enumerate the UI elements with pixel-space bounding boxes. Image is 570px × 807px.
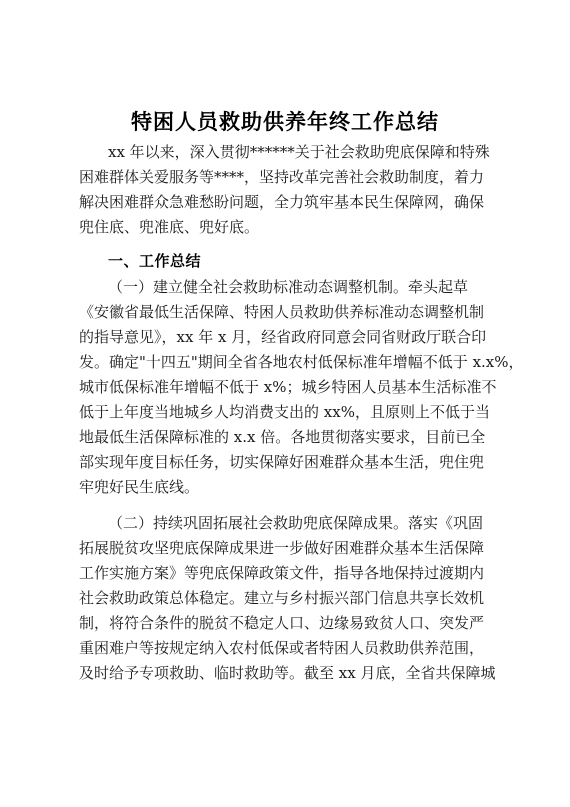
intro-line: 解决困难群众急难愁盼问题，全力筑牢基本民生保障网，确保 [79,193,485,211]
paragraph-1-line: 地最低生活保障标准的 x.x 倍。各地贯彻落实要求，目前已全 [79,428,486,446]
section-heading: 一、工作总结 [108,252,202,270]
paragraph-2-line: （二）持续巩固拓展社会救助兜底保障成果。落实《巩固 [108,514,484,532]
paragraph-2-line: 工作实施方案》等兜底保障政策文件，指导各地保持过渡期内 [79,564,485,582]
paragraph-2-line: 重困难户等按规定纳入农村低保或者特困人员救助供养范围， [79,639,485,657]
paragraph-2-line: 制，将符合条件的脱贫不稳定人口、边缘易致贫人口、突发严 [79,614,485,632]
intro-line: xx 年以来，深入贯彻******关于社会救助兜底保障和特殊 [108,143,490,161]
paragraph-1-line: 低于上年度当地城乡人均消费支出的 xx%，且原则上不低于当 [79,403,490,421]
document-title: 特困人员救助供养年终工作总结 [131,110,439,134]
paragraph-1-line: 《安徽省最低生活保障、特困人员救助供养标准动态调整机制 [79,303,485,321]
paragraph-1-line: 城市低保标准年增幅不低于 x%；城乡特困人员基本生活标准不 [79,378,497,396]
paragraph-1-line: 的指导意见》，xx 年 x 月，经省政府同意会同省财政厅联合印 [79,328,487,346]
paragraph-2-line: 及时给予专项救助、临时救助等。截至 xx 月底，全省共保障城 [79,664,496,682]
paragraph-1-line: 发。确定"十四五"期间全省各地农村低保标准年增幅不低于 x.x%， [79,353,524,371]
paragraph-1-line: 部实现年度目标任务，切实保障好困难群众基本生活，兜住兜 [79,453,485,471]
intro-line: 困难群体关爱服务等****，坚持改革完善社会救助制度，着力 [79,168,485,186]
paragraph-1-line: （一）建立健全社会救助标准动态调整机制。牵头起草 [108,278,469,296]
paragraph-2-line: 社会救助政策总体稳定。建立与乡村振兴部门信息共享长效机 [79,589,485,607]
intro-line: 兜住底、兜准底、兜好底。 [79,218,260,236]
paragraph-1-line: 牢兜好民生底线。 [79,478,200,496]
paragraph-2-line: 拓展脱贫攻坚兜底保障成果进一步做好困难群众基本生活保障 [79,539,485,557]
